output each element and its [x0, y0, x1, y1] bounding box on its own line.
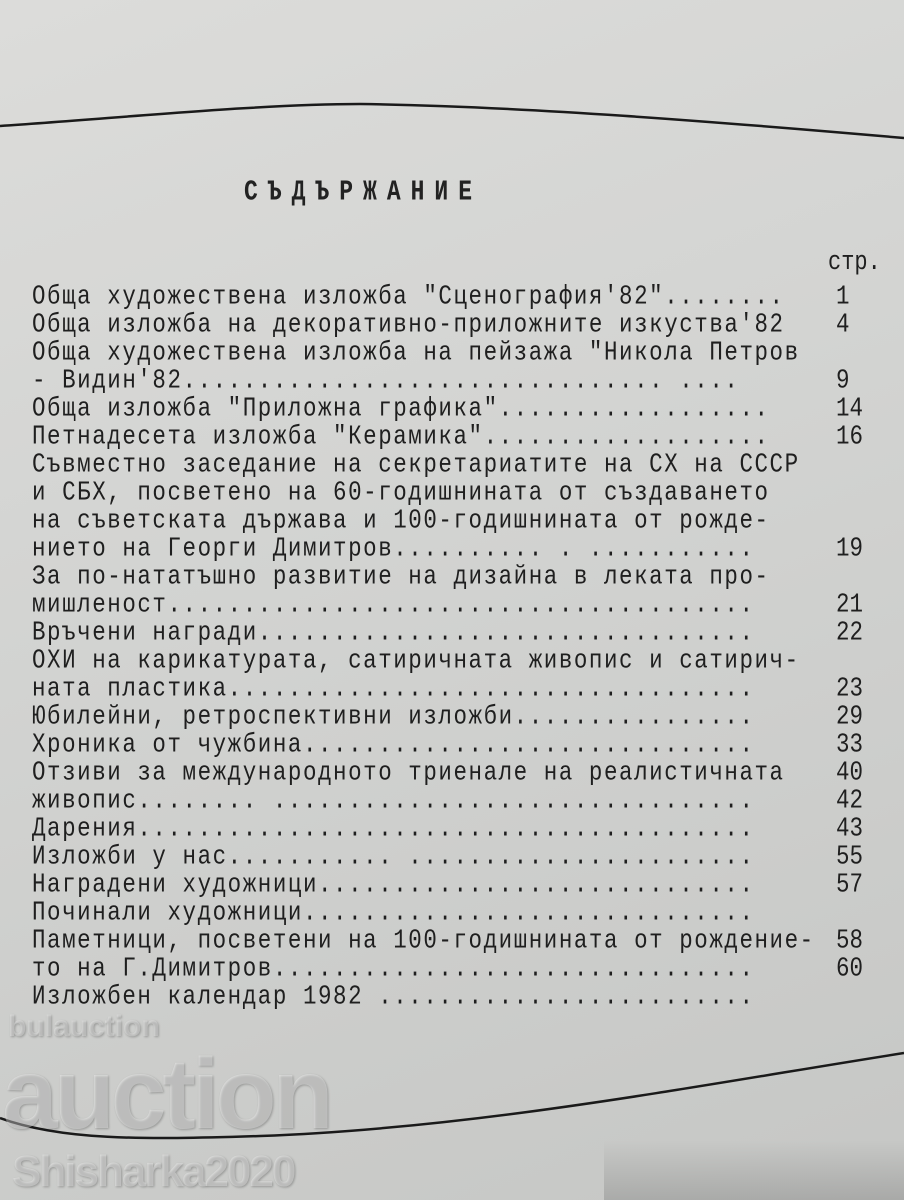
toc-page-number: 43: [836, 812, 864, 844]
toc-entry-line: Обща изложба "Приложна графика"..................: [32, 392, 770, 424]
toc-page-number: 40: [836, 756, 864, 788]
toc-entry-line: живопис........ ................................: [32, 784, 755, 816]
toc-title: СЪДЪРЖАНИЕ: [244, 175, 483, 208]
toc-page-number: 33: [836, 728, 864, 760]
toc-page-number: 16: [836, 420, 864, 452]
watermark-top: bulauction: [8, 1010, 160, 1043]
watermark-auction: auction: [2, 1038, 330, 1150]
toc-entry-line: Паметници, посветени на 100-годишнината от рождение-: [32, 924, 815, 956]
toc-page-number: 22: [836, 616, 864, 648]
toc-page-number: 19: [836, 532, 864, 564]
page-column-label: стр.: [828, 247, 881, 278]
toc-page-number: 4: [836, 308, 850, 340]
toc-entry-line: За по-нататъшно развитие на дизайна в леката про-: [32, 560, 770, 592]
toc-entry-line: нието на Георги Димитров.......... . ...........: [32, 532, 755, 564]
watermark-user: Shisharka2020: [12, 1147, 295, 1196]
toc-page-number: 9: [836, 364, 850, 396]
toc-entry-line: на съветската държава и 100-годишнината от рожде-: [32, 504, 770, 536]
toc-entry-line: Изложби у нас........... .......................: [32, 840, 755, 872]
toc-entry-line: Изложбен календар 1982 .........................: [32, 980, 755, 1012]
toc-page-number: 21: [836, 588, 864, 620]
toc-page-number: 14: [836, 392, 864, 424]
toc-page-number: 42: [836, 784, 864, 816]
toc-entry-line: Дарения.........................................: [32, 812, 755, 844]
toc-entry-line: - Видин'82................................ ....: [32, 364, 740, 396]
toc-entry-line: мишленост.......................................: [32, 588, 755, 620]
toc-entry-line: то на Г.Димитров................................: [32, 952, 755, 984]
toc-page-number: 60: [836, 952, 864, 984]
toc-entry-line: Петнадесета изложба "Керамика"...................: [32, 420, 770, 452]
toc-entry-line: Съвместно заседание на секретариатите на СХ на СССР: [32, 448, 800, 480]
toc-entry-line: и СБХ, посветено на 60-годишнината от създаването: [32, 476, 770, 508]
toc-page-number: 23: [836, 672, 864, 704]
toc-page-number: 58: [836, 924, 864, 956]
toc-entry-line: Обща художествена изложба на пейзажа "Никола Петров: [32, 336, 800, 368]
toc-page-number: 1: [836, 280, 850, 312]
photo-shadow: [604, 1140, 904, 1200]
toc-entry-line: Отзиви за международното триенале на реалистичната: [32, 756, 785, 788]
toc-entry-line: Хроника от чужбина..............................: [32, 728, 755, 760]
toc-page-number: 55: [836, 840, 864, 872]
toc-entry-line: Обща изложба на декоративно-приложните изкуства'82: [32, 308, 785, 340]
toc-entry-line: ната пластика...................................: [32, 672, 755, 704]
toc-entry-line: Юбилейни, ретроспективни изложби................: [32, 700, 755, 732]
toc-entry-line: Починали художници..............................: [32, 896, 755, 928]
toc-page-number: 29: [836, 700, 864, 732]
toc-entry-line: Връчени награди.................................: [32, 616, 755, 648]
toc-page-number: 57: [836, 868, 864, 900]
toc-entry-line: ОХИ на карикатурата, сатиричната живопис и сатирич-: [32, 644, 800, 676]
toc-entry-line: Обща художествена изложба "Сценография'82"........: [32, 280, 785, 312]
toc-entry-line: Наградени художници.............................: [32, 868, 755, 900]
